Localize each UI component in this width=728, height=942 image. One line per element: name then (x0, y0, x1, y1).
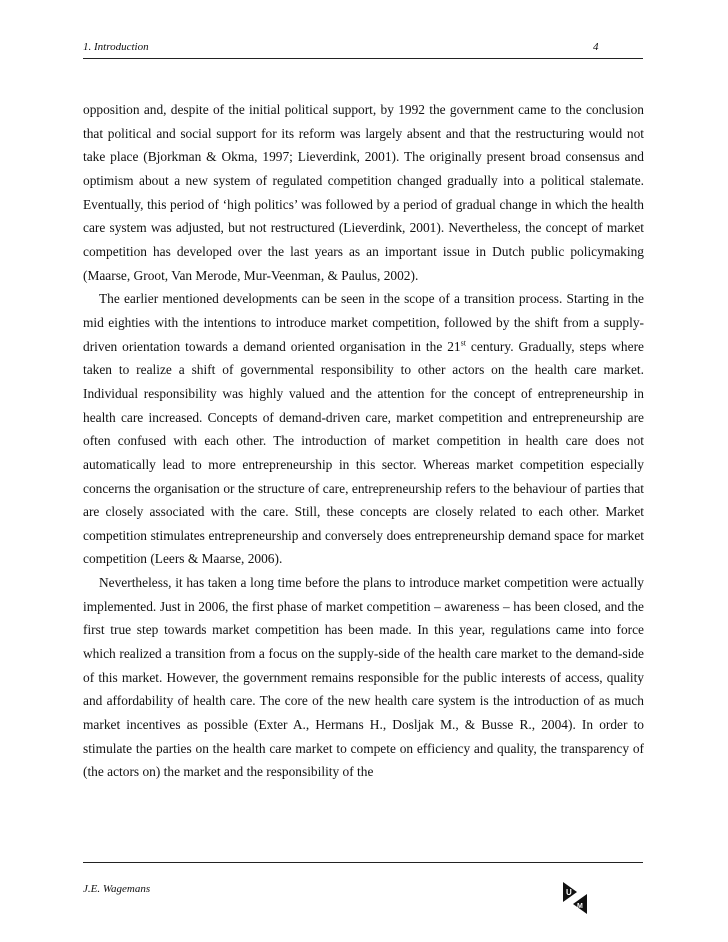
header-rule (83, 58, 643, 59)
university-logo-icon (560, 880, 590, 916)
paragraph-2-part-2: century. Gradually, steps where taken to realize a shift of governmental responsibility to other actors on the health care market. Individual responsibility was highly valued and the attention for the concept of entrepreneurship in health care increased. Concepts of demand-driven care, market competition and entrepreneurship are often confused with each other. The introduction of market competition in health care does not automatically lead to more entrepreneurship in this sector. Whereas market competition especially concerns the organisation or the structure of care, entrepreneurship refers to the behaviour of parties that are closely associated with the care. Still, these concepts are closely related to each other. Market competition stimulates entrepreneurship and conversely does entrepreneurship demand space for market competition (Leers & Maarse, 2006). (83, 338, 644, 567)
logo-letter-u: U (566, 888, 572, 897)
page-number: 4 (593, 41, 599, 53)
paragraph-2-part-1: The earlier mentioned developments can be seen in the scope of a transition process. Starting in the mid eighties with the intentions to introduce market competition, followed by the shift from a supply-driven orientation towards a demand oriented organisation in the 21 (83, 291, 644, 354)
body-text (83, 98, 644, 784)
paragraph-1: opposition and, despite of the initial political support, by 1992 the government came to the conclusion that political and social support for its reform was largely absent and that the restructuring would not take place (Bjorkman & Okma, 1997; Lieverdink, 2001). The originally present broad consensus and optimism about a new system of regulated competition changed gradually into a political stalemate. Eventually, this period of ‘high politics’ was followed by a period of gradual change in which the health care system was adjusted, but not restructured (Lieverdink, 2001). Nevertheless, the concept of market competition has developed over the last years as an important issue in Dutch public policymaking (Maarse, Groot, Van Merode, Mur-Veenman, & Paulus, 2002). (83, 102, 644, 283)
section-title: 1. Introduction (83, 41, 149, 53)
page-header (83, 41, 643, 57)
paragraph-3: Nevertheless, it has taken a long time before the plans to introduce market competition were actually implemented. Just in 2006, the first phase of market competition – awareness – has been closed, and the first true step towards market competition has been made. In this year, regulations came into force which realized a transition from a focus on the supply-side of the health care market to the demand-side of this market. However, the government remains responsible for the public interests of access, quality and affordability of health care. The core of the new health care system is the introduction of as much market incentives as possible (Exter A., Hermans H., Dosljak M., & Busse R., 2004). In order to stimulate the parties on the health care market to compete on efficiency and quality, the transparency of (the actors on) the market and the responsibility of the (83, 575, 644, 780)
footer-author: J.E. Wagemans (83, 883, 151, 895)
paragraph-2 (83, 287, 644, 571)
logo-letter-m: M (577, 903, 583, 910)
ordinal-superscript: st (460, 338, 466, 348)
footer-rule (83, 862, 643, 863)
